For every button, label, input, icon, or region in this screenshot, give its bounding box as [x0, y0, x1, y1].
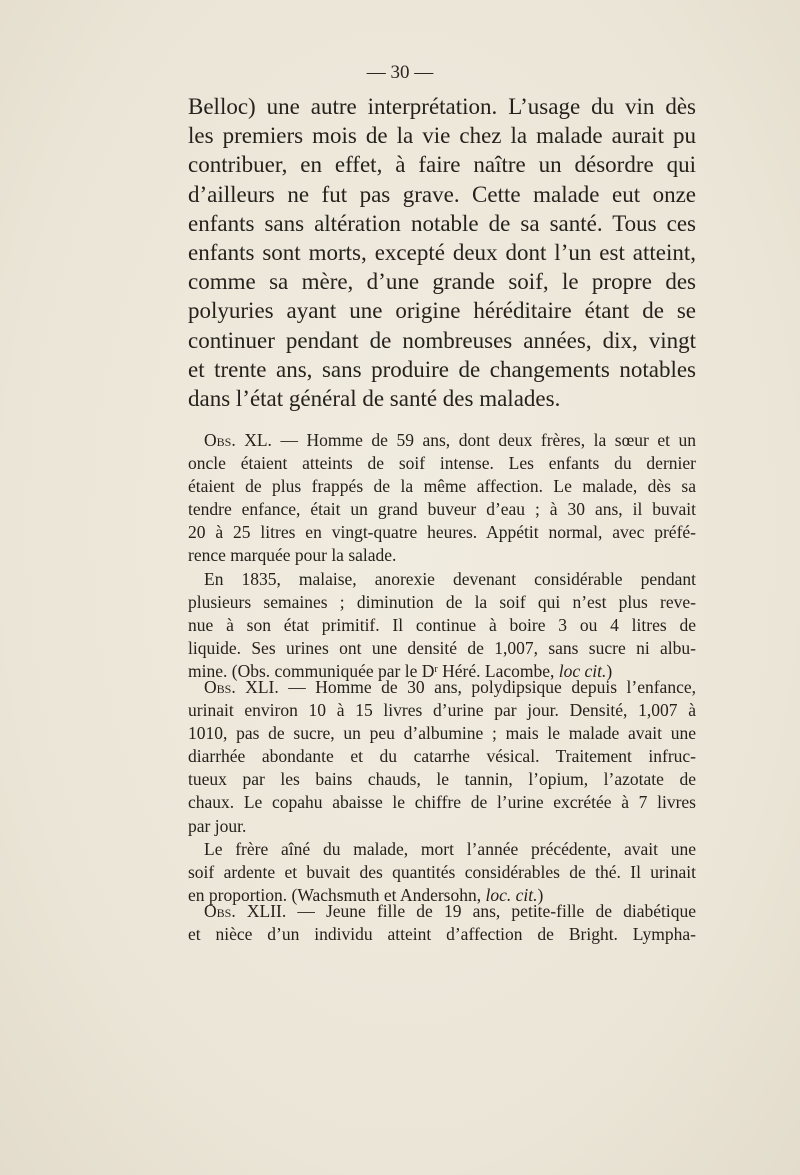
observation-first-line	[188, 676, 696, 699]
text-line: dans l’état général de santé des malades.	[188, 386, 561, 412]
text-line: rence marquée pour la salade.	[188, 545, 397, 566]
observation-label: Obs. XLI.	[204, 677, 279, 697]
citation-text: mine. (Obs. communiquée par le D	[188, 660, 435, 681]
text-line: par jour.	[188, 815, 247, 836]
text-line: enfants sans altération notable de sa santé. Tous ces	[188, 210, 696, 236]
observation-label: Obs. XL.	[204, 430, 272, 450]
text-line: 20 à 25 litres en vingt-quatre heures. Appétit normal, avec préfé-	[188, 522, 696, 543]
citation-text: )	[606, 660, 613, 681]
text-line: 1010, pas de sucre, un peu d’albumine ; mais le malade avait une	[188, 723, 696, 744]
observation-40	[188, 429, 696, 683]
text-line: étaient de plus frappés de la même affection. Le malade, dès sa	[188, 476, 696, 497]
text-line: soif ardente et buvait des quantités considérables de thé. Il urinait	[188, 861, 696, 882]
observation-intro: — Homme de 59 ans, dont deux frères, la sœur et un	[271, 430, 696, 450]
citation-text: )	[537, 884, 544, 905]
text-line: continuer pendant de nombreuses années, dix, vingt	[188, 327, 696, 353]
text-line: En 1835, malaise, anorexie devenant considérable pendant	[204, 568, 696, 589]
text-line: tueux par les bains chauds, le tannin, l’opium, l’azotate de	[188, 769, 696, 790]
text-line: et trente ans, sans produire de changements notables	[188, 356, 696, 382]
opening-paragraph	[188, 92, 696, 413]
text-line: Belloc) une autre interprétation. L’usage du vin dès	[188, 94, 696, 119]
observation-intro: — Jeune fille de 19 ans, petite-fille de diabétique	[286, 901, 696, 921]
text-line: polyuries ayant une origine héréditaire étant de se	[188, 298, 696, 324]
observation-42	[188, 900, 696, 946]
text-line: Le frère aîné du malade, mort l’année précédente, avait une	[204, 838, 696, 859]
text-line: chaux. Le copahu abaisse le chiffre de l’urine excrétée à 7 livres	[188, 792, 696, 813]
citation-reference: loc. cit.	[485, 884, 538, 905]
text-line: les premiers mois de la vie chez la malade aurait pu	[188, 123, 696, 149]
observation-intro: — Homme de 30 ans, polydipsique depuis l’enfance,	[278, 677, 696, 697]
text-line: diarrhée abondante et du catarrhe vésical. Traitement infruc-	[188, 746, 696, 767]
observation-first-line	[188, 429, 696, 452]
citation-text: en proportion. (Wachsmuth et Andersohn,	[188, 884, 486, 905]
text-line: plusieurs semaines ; diminution de la soif qui n’est plus reve-	[188, 591, 696, 612]
citation-text: Héré. Lacombe,	[437, 660, 559, 681]
text-line: liquide. Ses urines ont une densité de 1,007, sans sucre ni albu-	[188, 637, 696, 658]
text-line: comme sa mère, d’une grande soif, le propre des	[188, 269, 696, 295]
page-number: — 30 —	[366, 62, 434, 83]
superscript: r	[434, 663, 438, 675]
text-line: nue à son état primitif. Il continue à boire 3 ou 4 litres de	[188, 614, 696, 635]
observation-first-line	[188, 900, 696, 923]
citation-reference: loc cit.	[558, 660, 607, 681]
text-line: et nièce d’un individu atteint d’affection de Bright. Lympha-	[188, 924, 696, 945]
text-line: enfants sont morts, excepté deux dont l’un est atteint,	[188, 240, 696, 266]
text-line: urinait environ 10 à 15 livres d’urine par jour. Densité, 1,007 à	[188, 700, 696, 721]
observation-label: Obs. XLII.	[204, 901, 287, 921]
observation-41	[188, 676, 696, 907]
text-line: tendre enfance, était un grand buveur d’eau ; à 30 ans, il buvait	[188, 499, 696, 520]
text-line: oncle étaient atteints de soif intense. Les enfants du dernier	[188, 453, 696, 474]
text-line: d’ailleurs ne fut pas grave. Cette malade eut onze	[188, 181, 696, 207]
text-line: contribuer, en effet, à faire naître un désordre qui	[188, 152, 696, 178]
